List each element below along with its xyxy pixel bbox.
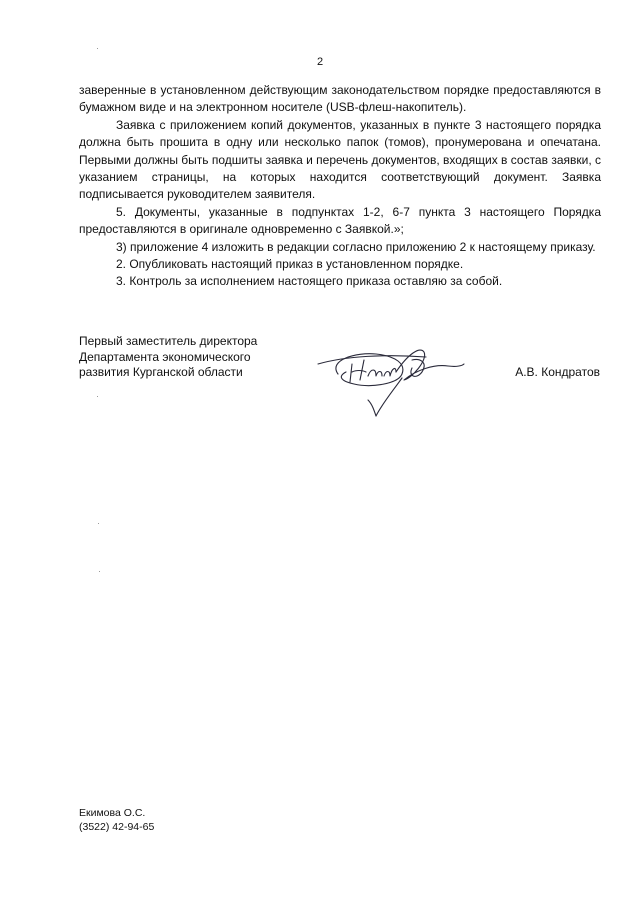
executor-info [79,806,154,834]
scan-speck [97,396,98,397]
paragraph: Заявка с приложением копий документов, указанных в пункте 3 настоящего порядка должна быть прошита в одну или несколько папок (томов), пронумерована и опечатана. Первыми должны быть подшиты заявка и перечень документов, входящих в состав заявки, с указанием страницы, на которых находится соответствующий документ. Заявка подписывается руководителем заявителя. [79,117,601,202]
scan-speck [99,571,100,572]
scan-speck [98,523,99,524]
paragraph: 3) приложение 4 изложить в редакции согласно приложению 2 к настоящему приказу. [116,239,596,254]
signer-name: А.В. Кондратов [515,365,600,379]
position-line: Первый заместитель директора [79,334,258,348]
executor-name: Екимова О.С. [79,807,146,819]
paragraph: 5. Документы, указанные в подпунктах 1-2, 6-7 пункта 3 настоящего Порядка предоставляются в оригинале одновременно с Заявкой.»; [79,204,601,237]
scan-speck [97,48,98,49]
page-number: 2 [316,56,324,68]
paragraph: 3. Контроль за исполнением настоящего приказа оставляю за собой. [116,274,503,289]
document-body [79,82,601,291]
executor-phone: (3522) 42-94-65 [79,821,155,833]
paragraph: 2. Опубликовать настоящий приказ в установленном порядке. [116,257,464,272]
position-line: Департамента экономического [79,349,251,364]
signer-position [79,334,257,381]
handwritten-signature [316,342,466,422]
paragraph: заверенные в установленном действующим законодательством порядке предоставляются в бумажном виде и на электронном носителе (USB-флеш-накопитель). [79,83,601,115]
position-line: развития Курганской области [79,365,243,379]
